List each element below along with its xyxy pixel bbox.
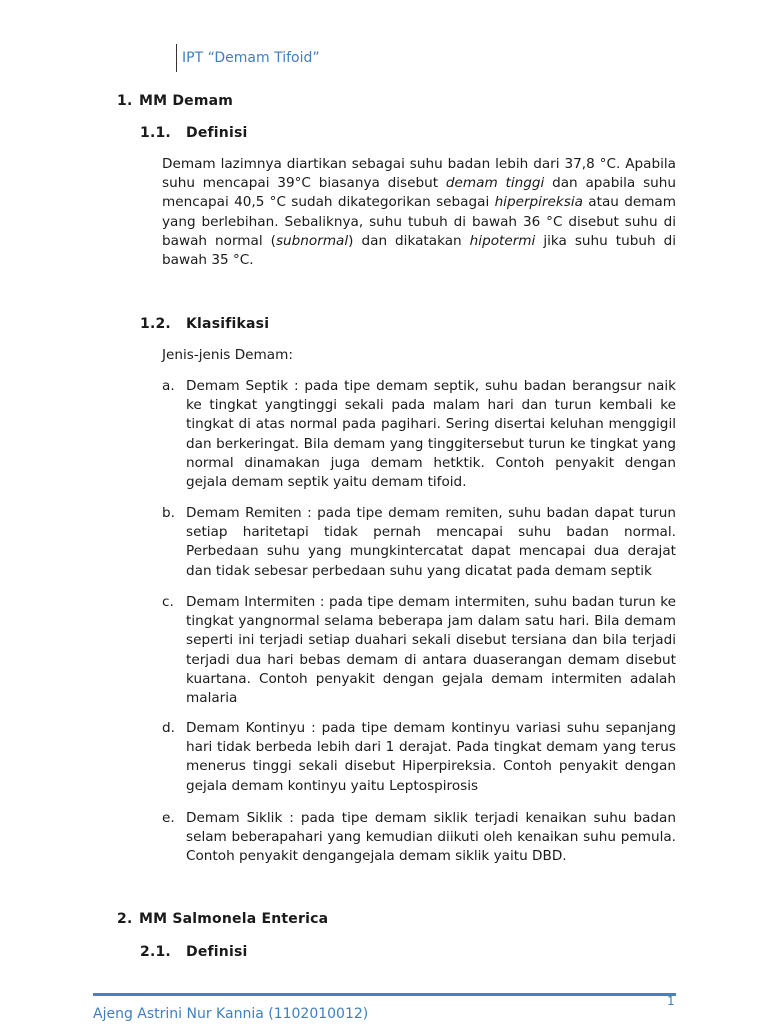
list-item-siklik xyxy=(162,809,676,867)
section-heading-2 xyxy=(117,910,328,928)
list-marker: e. xyxy=(162,810,175,826)
section-number: 2. xyxy=(117,911,133,927)
classification-intro: Jenis-jenis Demam: xyxy=(162,347,293,363)
list-marker: d. xyxy=(162,720,175,736)
subsection-number: 1.2. xyxy=(140,316,171,332)
list-item-intermiten xyxy=(162,593,676,708)
section-title: MM Salmonela Enterica xyxy=(139,911,329,927)
list-item-text: Demam Siklik : pada tipe demam siklik terjadi kenaikan suhu badan selam beberapahari yang kemudian diikuti oleh kenaikan suhu pemula. Contoh penyakit dengangejala demam siklik yaitu DBD. xyxy=(186,810,676,865)
list-item-kontinyu xyxy=(162,719,676,796)
section-title: MM Demam xyxy=(139,93,234,109)
subsection-title: Definisi xyxy=(186,125,248,141)
section-number: 1. xyxy=(117,93,133,109)
paragraph-text: jika suhu tubuh di bawah 35 °C. xyxy=(162,232,676,269)
list-marker: c. xyxy=(162,594,174,610)
subsection-number: 1.1. xyxy=(140,125,171,141)
list-item-remiten xyxy=(162,504,676,581)
list-item-text: Demam Septik : pada tipe demam septik, suhu badan berangsur naik ke tingkat yangtinggi sekali pada malam hari dan turun kembali ke tingkat di atas normal pada pagihari. Sering disertai keluhan menggigil dan berkeringat. Bila demam yang tinggitersebut turun ke tingkat yang normal dinamakan juga demam hetktik. Contoh penyakit dengan gejala demam septik yaitu demam tifoid. xyxy=(186,378,676,491)
paragraph-emphasis: subnormal xyxy=(275,232,349,249)
list-item-text: Demam Kontinyu : pada tipe demam kontinyu variasi suhu sepanjang hari tidak berbeda lebih dari 1 derajat. Pada tingkat demam yang terus menerus tinggi sekali disebut Hiperpireksia. Contoh penyakit dengan gejala demam kontinyu yaitu Leptospirosis xyxy=(186,720,676,794)
paragraph-emphasis: hipotermi xyxy=(469,232,536,249)
paragraph-text: Demam lazimnya diartikan sebagai suhu badan lebih dari 37,8 °C. Apabila suhu mencapai 39°C biasanya disebut xyxy=(162,156,676,192)
paragraph-emphasis: demam tinggi xyxy=(445,175,545,192)
definition-paragraph xyxy=(162,155,676,270)
paragraph-text: ) dan dikatakan xyxy=(348,232,470,249)
page-number: 1 xyxy=(667,994,675,1008)
footer-author: Ajeng Astrini Nur Kannia (1102010012) xyxy=(93,1006,369,1022)
subsection-title: Definisi xyxy=(186,944,248,960)
paragraph-emphasis: hiperpireksia xyxy=(494,194,583,211)
list-item-septik xyxy=(162,377,676,492)
list-item-text: Demam Intermiten : pada tipe demam intermiten, suhu badan turun ke tingkat yangnormal selama beberapa jam dalam satu hari. Bila demam seperti ini terjadi setiap duahari sekali disebut tersiana dan bila terjadi terjadi dua hari bebas demam di antara duaserangan demam disebut kuartana. Contoh penyakit dengan gejala demam intermiten adalah malaria xyxy=(186,594,676,707)
paragraph-text: dan apabila suhu mencapai 40,5 °C sudah dikategorikan sebagai xyxy=(162,175,676,211)
list-marker: b. xyxy=(162,505,175,521)
subsection-heading-1-1 xyxy=(140,124,248,142)
paragraph-text: atau demam yang berlebihan. Sebaliknya, suhu tubuh di bawah 36 °C disebut suhu di bawah normal ( xyxy=(162,194,677,249)
subsection-heading-2-1 xyxy=(140,943,248,961)
section-heading-1 xyxy=(117,92,233,110)
footer-divider xyxy=(93,993,676,996)
list-marker: a. xyxy=(162,378,175,394)
subsection-number: 2.1. xyxy=(140,944,171,960)
subsection-heading-1-2 xyxy=(140,315,269,333)
subsection-title: Klasifikasi xyxy=(186,316,270,332)
page-header-title: IPT “Demam Tifoid” xyxy=(176,44,320,72)
list-item-text: Demam Remiten : pada tipe demam remiten, suhu badan dapat turun setiap haritetapi tidak pernah mencapai suhu badan normal. Perbedaan suhu yang mungkintercatat dapat mencapai dua derajat dan tidak sebesar perbedaan suhu yang dicatat pada demam septik xyxy=(186,505,676,579)
